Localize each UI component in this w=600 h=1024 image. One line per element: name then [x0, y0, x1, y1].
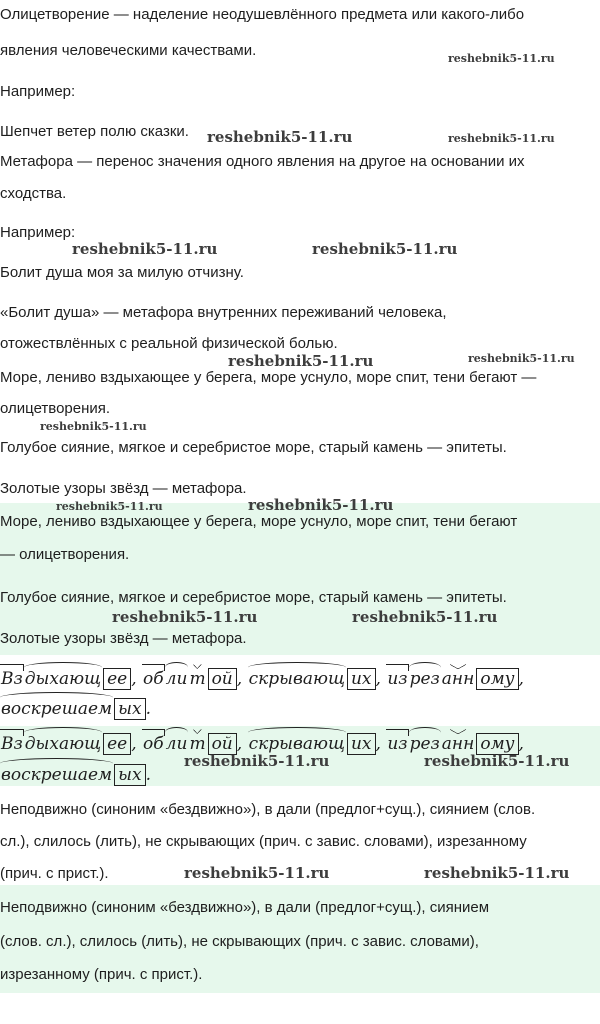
watermark: reshebnik5-11.ru	[448, 132, 555, 145]
watermark: reshebnik5-11.ru	[40, 420, 147, 433]
ending-box: ых	[114, 698, 145, 720]
prefix-mark: из	[387, 669, 408, 689]
root-mark: рез	[409, 669, 440, 689]
morpheme-parse	[0, 764, 151, 786]
period: .	[145, 765, 151, 785]
suffix-mark: т	[189, 669, 206, 689]
text-line: Море, лениво вздыхающее у берега, море уснуло, море спит, тени бегают —	[0, 369, 537, 386]
watermark: reshebnik5-11.ru	[112, 608, 258, 626]
root-mark: дыхающ	[24, 734, 102, 754]
suffix-mark: анн	[441, 669, 475, 689]
text-line: отожествлённых с реальной физической болью.	[0, 335, 338, 352]
root-mark: ли	[165, 669, 188, 689]
text-line: Неподвижно (синоним «бездвижно»), в дали (предлог+сущ.), сиянием (слов.	[0, 801, 536, 818]
text-line: изрезанному (прич. с прист.).	[0, 966, 203, 983]
period: .	[145, 699, 151, 719]
watermark: reshebnik5-11.ru	[184, 864, 330, 882]
comma: ,	[518, 734, 524, 754]
ending-box: их	[347, 733, 376, 755]
comma: ,	[375, 734, 381, 754]
text-line: Шепчет ветер полю сказки.	[0, 123, 189, 140]
prefix-mark: об	[143, 734, 164, 754]
watermark: reshebnik5-11.ru	[184, 752, 330, 770]
ending-box: ому	[476, 733, 518, 755]
prefix-mark: Вз	[1, 734, 23, 754]
ending-box: ых	[114, 764, 145, 786]
comma: ,	[518, 669, 524, 689]
text-line: (прич. с прист.).	[0, 865, 109, 882]
watermark: reshebnik5-11.ru	[56, 500, 163, 513]
text-line: Неподвижно (синоним «бездвижно»), в дали (предлог+сущ.), сиянием	[0, 899, 490, 916]
suffix-mark: анн	[441, 734, 475, 754]
ending-box: ее	[103, 668, 131, 690]
root-mark: воскрешаем	[1, 699, 113, 719]
text-line: Море, лениво вздыхающее у берега, море уснуло, море спит, тени бегают	[0, 513, 518, 530]
watermark: reshebnik5-11.ru	[352, 608, 498, 626]
text-line: Золотые узоры звёзд — метафора.	[0, 630, 247, 647]
prefix-mark: об	[143, 669, 164, 689]
text-line: Например:	[0, 83, 76, 100]
root-mark: воскрешаем	[1, 765, 113, 785]
morpheme-parse	[0, 668, 524, 690]
watermark: reshebnik5-11.ru	[424, 752, 570, 770]
text-line: Золотые узоры звёзд — метафора.	[0, 480, 247, 497]
text-line: явления человеческими качествами.	[0, 42, 257, 59]
suffix-mark: т	[189, 734, 206, 754]
watermark: reshebnik5-11.ru	[248, 496, 394, 514]
text-line: Голубое сияние, мягкое и серебристое море, старый камень — эпитеты.	[0, 439, 507, 456]
watermark: reshebnik5-11.ru	[312, 240, 458, 258]
root-mark: дыхающ	[24, 669, 102, 689]
prefix-mark: Вз	[1, 669, 23, 689]
comma: ,	[131, 669, 137, 689]
text-line: Например:	[0, 224, 76, 241]
text-line: Метафора — перенос значения одного явления на другое на основании их	[0, 153, 525, 170]
comma: ,	[131, 734, 137, 754]
watermark: reshebnik5-11.ru	[468, 352, 575, 365]
watermark: reshebnik5-11.ru	[228, 352, 374, 370]
text-line: сл.), слилось (лить), не скрывающих (прич. с завис. словами), изрезанному	[0, 833, 527, 850]
morpheme-parse	[0, 698, 151, 720]
root-mark: скрывающ	[248, 734, 345, 754]
comma: ,	[236, 669, 243, 689]
text-line: (слов. сл.), слилось (лить), не скрывающих (прич. с завис. словами),	[0, 933, 479, 950]
comma: ,	[236, 734, 243, 754]
text-line: Олицетворение — наделение неодушевлённого предмета или какого-либо	[0, 6, 525, 23]
ending-box: их	[347, 668, 376, 690]
text-line: олицетворения.	[0, 400, 111, 417]
ending-box: ее	[103, 733, 131, 755]
text-line: — олицетворения.	[0, 546, 130, 563]
root-mark: скрывающ	[248, 669, 345, 689]
text-line: «Болит душа» — метафора внутренних переживаний человека,	[0, 304, 447, 321]
prefix-mark: из	[387, 734, 408, 754]
comma: ,	[375, 669, 381, 689]
root-mark: рез	[409, 734, 440, 754]
watermark: reshebnik5-11.ru	[448, 52, 555, 65]
watermark: reshebnik5-11.ru	[207, 128, 353, 146]
text-line: Болит душа моя за милую отчизну.	[0, 264, 244, 281]
watermark: reshebnik5-11.ru	[72, 240, 218, 258]
root-mark: ли	[165, 734, 188, 754]
text-line: Голубое сияние, мягкое и серебристое море, старый камень — эпитеты.	[0, 589, 507, 606]
ending-box: ому	[476, 668, 518, 690]
ending-box: ой	[208, 733, 237, 755]
watermark: reshebnik5-11.ru	[424, 864, 570, 882]
ending-box: ой	[208, 668, 237, 690]
text-line: сходства.	[0, 185, 67, 202]
